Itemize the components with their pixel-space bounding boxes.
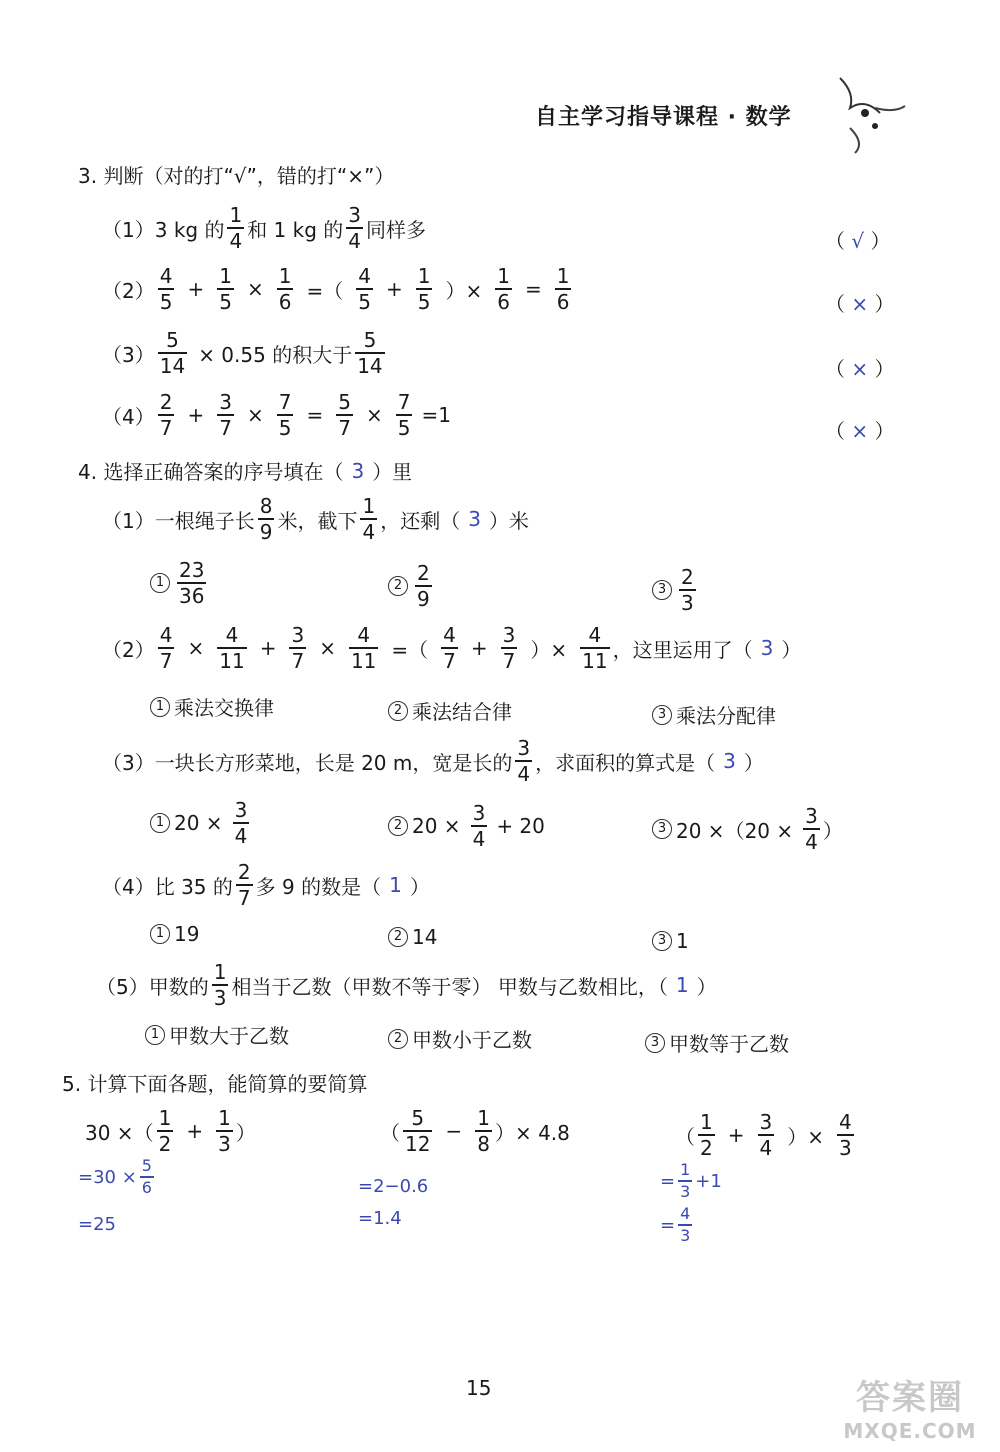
q4-1-option-3: 3 $\frac{2}{3}$ [652,567,699,613]
q3-item-4: （4） $\frac{2}{7}$ + $\frac{3}{7}$ × $\frac{7}{5}$ = $\frac{5}{7}$ × $\frac{7}{5}$ =1 [102,390,451,440]
header-title: 自主学习指导课程 · 数学 [535,105,792,130]
q4-2-option-2: 2 乘法结合律 [388,696,512,725]
q4-4-option-3: 3 1 [652,929,689,953]
q4-item-3: （3）一块长方形菜地，长是 20 m，宽是长的 $\frac{3}{4}$ ，求面积的算式是（ 3 ） [102,736,764,786]
q3-2-answer-box: （ × ） [825,292,895,316]
q5-problem-2: （ $\frac{5}{12}$ − $\frac{1}{8}$ ）× 4.8 [380,1106,570,1156]
q5-problem-1: 30 ×（ $\frac{1}{2}$ + $\frac{1}{3}$ ） [85,1106,256,1156]
q4-3-option-2: 2 20 × $\frac{3}{4}$ + 20 [388,803,545,849]
watermark-logo: 答案圈 MXQE.COM [843,1378,977,1443]
q5-3-work-2: = $\frac{4}{3}$ [660,1204,691,1245]
fraction: $\frac{1}{4}$ [229,203,243,253]
q5-3-work-1: = $\frac{1}{3}$ +1 [660,1160,722,1201]
q5-problem-3: （ $\frac{1}{2}$ + $\frac{3}{4}$ ）× $\frac{4}{3}$ [675,1110,852,1160]
q4-1-option-2: 2 $\frac{2}{9}$ [388,563,435,609]
bird-logo-icon [820,68,910,158]
q4-5-option-2: 2 甲数小于乙数 [388,1024,532,1053]
q3-item-2: （2） $\frac{4}{5}$ + $\frac{1}{5}$ × $\frac{1}{6}$ =（ $\frac{4}{5}$ + $\frac{1}{5}$ ）× $\frac{1}{6}$ = $\frac{1}{6}$ [102,264,570,314]
q5-1-work-1: =30 × $\frac{5}{6}$ [78,1156,152,1197]
q4-2-option-1: 1 乘法交换律 [150,692,274,721]
q4-3-option-3: 3 20 ×（20 × $\frac{3}{4}$ ） [652,806,843,852]
q3-item-1: （1） 3 kg 的 $\frac{1}{4}$ 和 1 kg 的 $\frac{3}{4}$ 同样多 [102,203,426,253]
q5-2-work-1: =2−0.6 [358,1176,429,1197]
page-number: 15 [466,1376,492,1400]
q5-2-work-2: =1.4 [358,1208,402,1229]
q4-item-1: （1）一根绳子长 $\frac{8}{9}$ 米，截下 $\frac{1}{4}$ ，还剩（ 3 ）米 [102,494,529,544]
q4-5-option-3: 3 甲数等于乙数 [645,1028,789,1057]
q4-1-option-1: 1 $\frac{23}{36}$ [150,560,209,606]
q4-item-2: （2） $\frac{4}{7}$ × $\frac{4}{11}$ + $\frac{3}{7}$ × $\frac{4}{11}$ =（ $\frac{4}{7}$ + $\frac{3}{7}$ ）× $\frac{4}{11}$ ，这里运用了（ 3 ） [102,623,802,673]
q3-item-3: （3） $\frac{5}{14}$ × 0.55 的积大于 $\frac{5}{14}$ [102,328,383,378]
q5-1-work-2: =25 [78,1214,116,1235]
q4-5-option-1: 1 甲数大于乙数 [145,1020,289,1049]
q4-3-option-1: 1 20 × $\frac{3}{4}$ [150,800,252,846]
q3-4-answer-box: （ × ） [825,419,895,443]
fraction: $\frac{3}{4}$ [348,203,361,253]
q5-title: 5. 计算下面各题，能简算的要简算 [62,1072,368,1096]
q4-item-5: （5）甲数的 $\frac{1}{3}$ 相当于乙数（甲数不等于零） 甲数与乙数相比，（ 1 ） [96,960,717,1010]
q4-title: 4. 选择正确答案的序号填在（ 3 ）里 [78,458,413,484]
q4-4-option-2: 2 14 [388,925,437,949]
q3-title: 3. 判断（对的打“√”，错的打“×”） [78,164,395,188]
q3-1-answer-box: （ √ ） [825,229,891,253]
q4-4-option-1: 1 19 [150,922,199,946]
q4-2-option-3: 3 乘法分配律 [652,700,776,729]
q4-item-4: （4）比 35 的 $\frac{2}{7}$ 多 9 的数是（ 1 ） [102,860,430,910]
q3-3-answer-box: （ × ） [825,357,895,381]
